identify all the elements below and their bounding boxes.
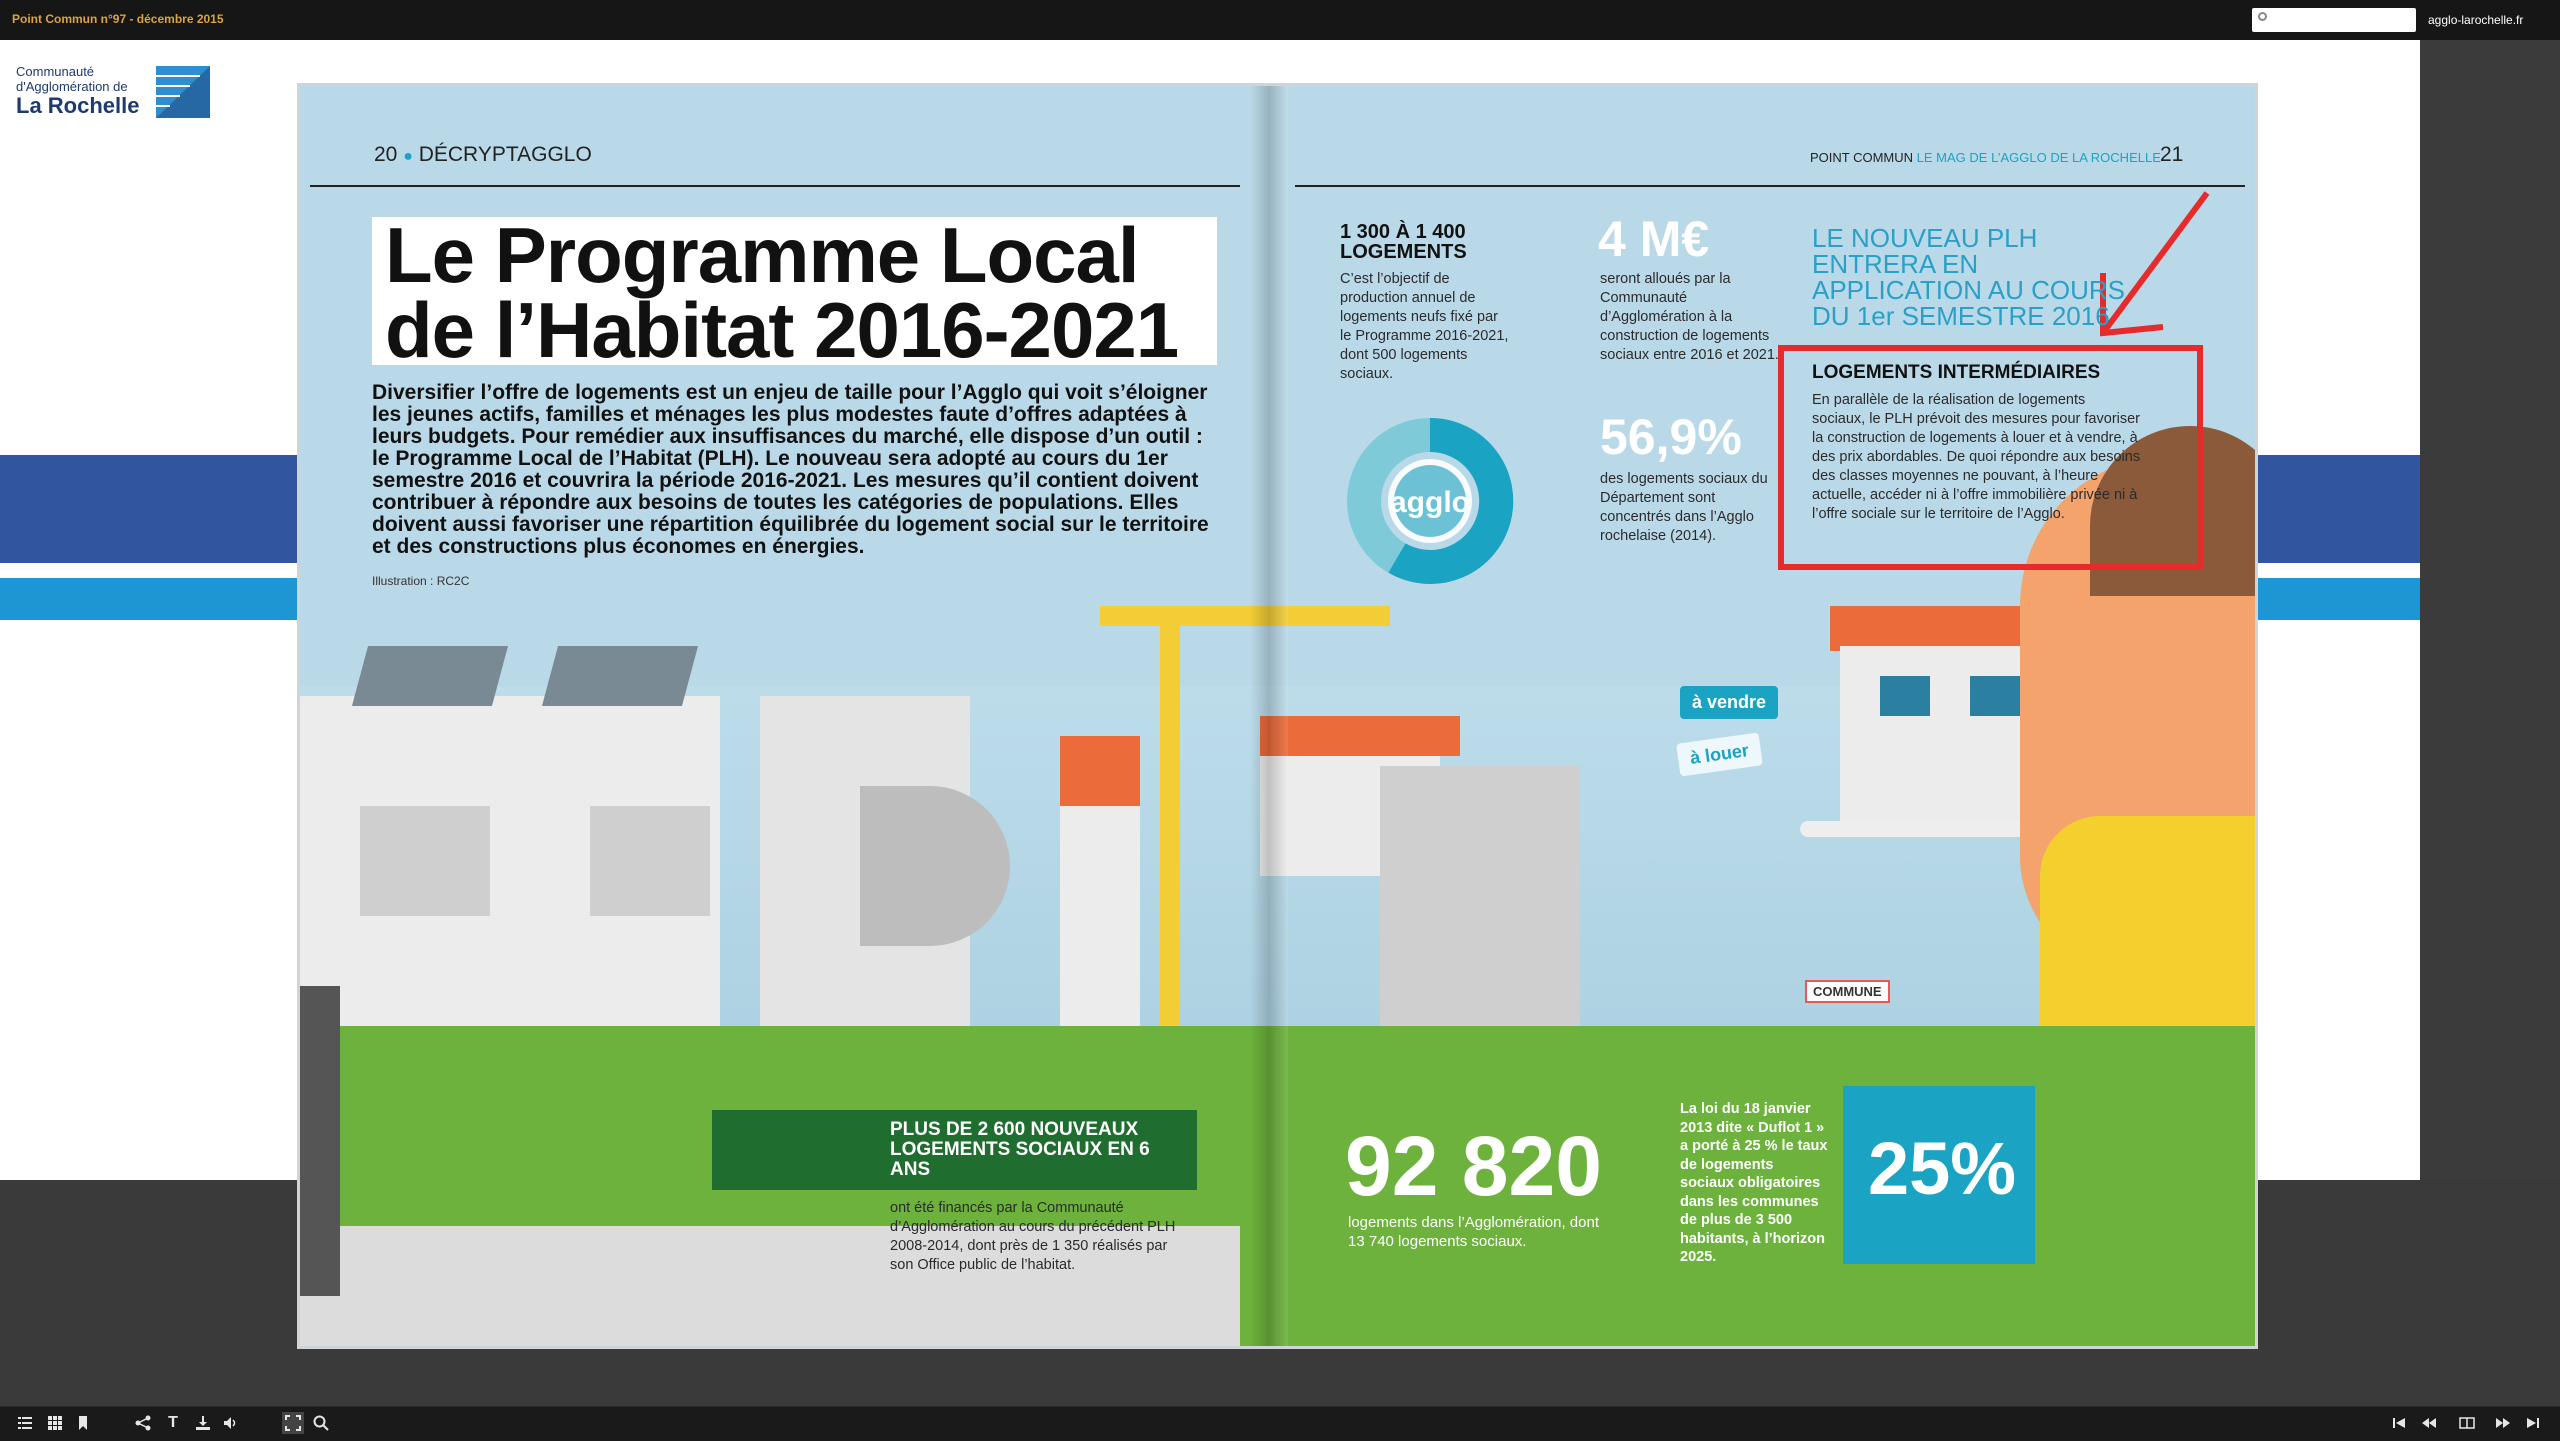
bullet-icon: ●: [403, 148, 413, 165]
page-view-icon[interactable]: [2456, 1412, 2478, 1434]
left-page-section: DÉCRYPTAGGLO: [418, 143, 592, 166]
percent-value: 25%: [1868, 1127, 2017, 1210]
zoom-icon[interactable]: [310, 1412, 332, 1434]
stat-logements-title: 1 300 À 1 400 LOGEMENTS: [1340, 221, 1467, 263]
next-page-icon[interactable]: [2492, 1412, 2514, 1434]
sign-a-vendre: à vendre: [1680, 686, 1778, 719]
bookmark-icon[interactable]: [72, 1412, 94, 1434]
stat-percent-value: 56,9%: [1600, 409, 1742, 465]
logo-line-1: Communauté: [16, 64, 95, 79]
right-header-suffix: LE MAG DE L’AGGLO DE LA ROCHELLE: [1916, 150, 2161, 165]
intro-paragraph: Diversifier l’offre de logements est un enjeu de taille pour l’Agglo qui voit s’éloigner les jeunes actifs, familles et ménages les plus modestes faute d’offres adaptées à leurs budgets. Pour remédier aux insuffisances du marché, elle dispose d’un outil : le Programme Local de l’Habitat (PLH). Le nouveau sera adopté au cours du 1er semestre 2016 et couvrira la période 2016-2021. Les mesures qu’il contient doivent contribuer à répondre aux besoins de toutes les catégories de populations. Elles doivent aussi favoriser une répartition équilibrée du logement social sur le territoire et des constructions plus économes en énergies.: [372, 381, 1209, 558]
house-on-tray: [1840, 646, 2050, 821]
plh-title: LE NOUVEAU PLH ENTRERA EN APPLICATION AU COURS DU 1er SEMESTRE 2016: [1812, 223, 2126, 331]
title-line-2: de l’Habitat 2016-2021: [385, 286, 1179, 374]
publication-title: Point Commun n°97 - décembre 2015: [12, 12, 224, 26]
solar-panel: [352, 646, 508, 706]
illustration-credit: Illustration : RC2C: [372, 574, 470, 588]
left-page-number: 20: [374, 143, 398, 166]
roof-orange: [1260, 716, 1460, 756]
sign-a-louer: à louer: [1676, 732, 1763, 776]
solar-panel: [542, 646, 698, 706]
volume-icon[interactable]: [220, 1412, 242, 1434]
magazine-spine: [1250, 86, 1288, 1346]
stairs-illustration: [300, 986, 340, 1296]
stat-logements-text: C’est l’objectif de production annuel de logements neufs fixé par le Programme 2016-2021, dont 500 logements sociaux.: [1340, 271, 1509, 382]
logo-line-3: La Rochelle: [16, 93, 140, 118]
crane-jib: [1100, 606, 1390, 626]
right-page-number: 21: [2160, 143, 2184, 166]
stat-budget-text: seront alloués par la Communauté d’Agglomération à la construction de logements sociaux entre 2016 et 2021.: [1600, 271, 1779, 363]
intermediate-text: En parallèle de la réalisation de logements sociaux, le PLH prévoit des mesures pour favoriser la construction de logements à louer et à vendre, à des prix abordables. De quoi répondre aux besoins des classes moyennes ne pouvant, à l’heure actuelle, accéder ni à l’offre immobilière privée ni à l’offre sociale sur le territoire de l’Agglo.: [1812, 392, 2141, 522]
stat-budget-value: 4 M€: [1598, 211, 1710, 267]
agglo-label: agglo: [1390, 486, 1470, 519]
stat-total-text: logements dans l’Agglomération, dont 13 740 logements sociaux.: [1348, 1214, 1599, 1250]
logo-mark-icon: [156, 66, 210, 118]
window-shutters: [1970, 676, 2020, 716]
loi-text: La loi du 18 janvier 2013 dite « Duflot 1 » a porté à 25 % le taux de logements sociaux obligatoires dans les communes de plus de 3 500 habitants, à l’horizon 2025.: [1680, 1101, 1828, 1265]
left-page-header: [374, 143, 592, 167]
site-link[interactable]: agglo-larochelle.fr: [2428, 13, 2524, 27]
grid-icon[interactable]: [44, 1412, 66, 1434]
green-stat-title: PLUS DE 2 600 NOUVEAUX LOGEMENTS SOCIAUX EN 6 ANS: [890, 1119, 1150, 1180]
stat-percent-text: des logements sociaux du Département sont concentrés dans l’Agglo rochelaise (2014).: [1600, 471, 1768, 544]
first-page-icon[interactable]: [2388, 1412, 2410, 1434]
right-header-rule: [1295, 185, 2245, 187]
viewer-toolbar: [0, 1406, 2560, 1441]
list-icon[interactable]: [14, 1412, 36, 1434]
right-header-prefix: POINT COMMUN: [1810, 150, 1914, 165]
previous-page-icon[interactable]: [2418, 1412, 2440, 1434]
roof-orange: [1060, 736, 1140, 816]
top-bar: [0, 0, 2560, 40]
stat-total-value: 92 820: [1345, 1119, 1602, 1213]
text-icon[interactable]: T: [168, 1414, 178, 1431]
agglo-logo[interactable]: [16, 62, 216, 124]
share-icon[interactable]: [132, 1412, 154, 1434]
download-icon[interactable]: [192, 1412, 214, 1434]
intermediate-title: LOGEMENTS INTERMÉDIAIRES: [1812, 362, 2101, 383]
left-header-rule: [310, 185, 1240, 187]
window-right: [590, 806, 710, 916]
search-input[interactable]: [2252, 8, 2416, 32]
logo-line-2: d'Agglomération de: [16, 79, 128, 94]
fullscreen-icon[interactable]: [282, 1412, 304, 1434]
commune-sign: COMMUNE: [1805, 980, 1890, 1003]
window-left: [360, 806, 490, 916]
green-stat-text: ont été financés par la Communauté d’Agglomération au cours du précédent PLH 2008-2014, dont près de 1 350 réalisés par son Office public de l’habitat.: [890, 1200, 1176, 1273]
right-page-header: [1810, 150, 2161, 165]
last-page-icon[interactable]: [2522, 1412, 2544, 1434]
search-icon: [2258, 12, 2267, 21]
title-line-1: Le Programme Local: [385, 211, 1139, 299]
window-shutters: [1880, 676, 1930, 716]
